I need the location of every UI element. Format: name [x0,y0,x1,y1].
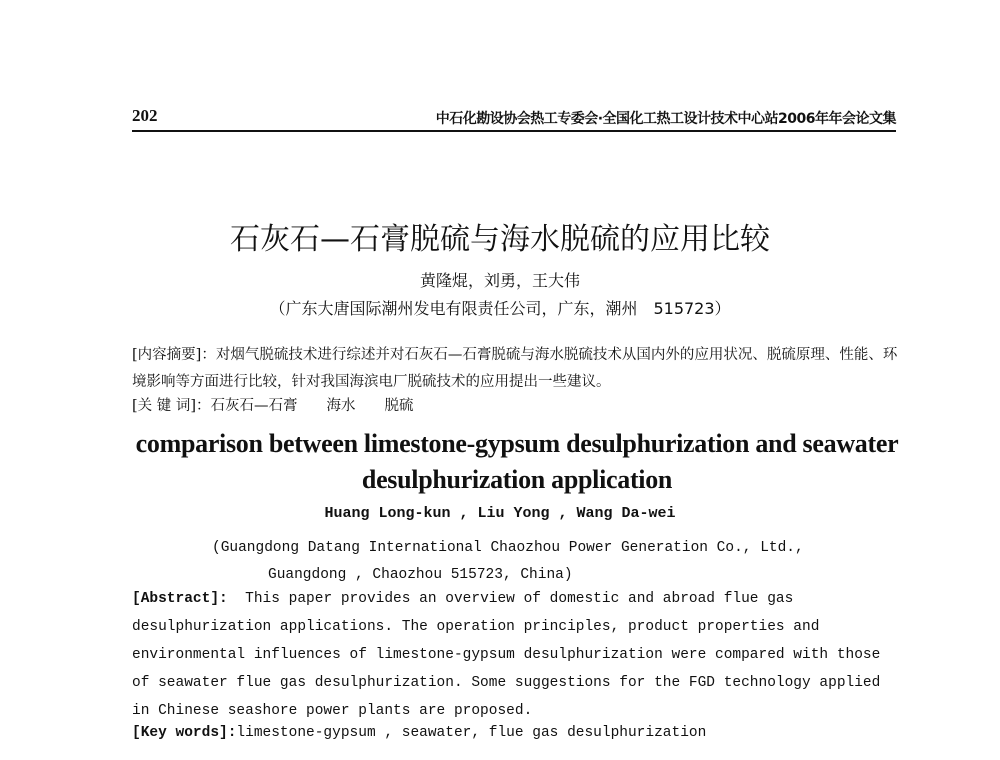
affiliation-en-line1: (Guangdong Datang International Chaozhou Power Generation Co., Ltd., [212,540,804,556]
abstract-en [132,585,902,725]
running-head: 中石化勘设协会热工专委会·全国化工热工设计技术中心站2006年年会论文集 [435,111,896,127]
keywords-en-text: limestone-gypsum , seawater, flue gas desulphurization [236,725,707,741]
affiliation-en [212,535,892,589]
running-header [132,104,896,132]
affiliation-en-line2: Guangdong , Chaozhou 515723, China) [268,567,573,583]
keywords-en [132,725,706,741]
abstract-en-label: [Abstract]: [132,591,228,607]
paper-title-zh: 石灰石—石膏脱硫与海水脱硫的应用比较 [230,222,770,257]
keywords-zh [132,394,414,415]
paper-title-en-line1: comparison between limestone-gypsum desulphurization and seawater [135,429,899,458]
affiliation-zh: （广东大唐国际潮州发电有限责任公司，广东，潮州 515723） [269,299,731,318]
page-number: 202 [132,106,158,125]
keywords-zh-label: [关 键 词]： [132,398,211,414]
paper-title-en [132,426,902,498]
abstract-zh-text: 对烟气脱硫技术进行综述并对石灰石—石膏脱硫与海水脱硫技术从国内外的应用状况、脱硫原理、性能、环境影响等方面进行比较，针对我国海滨电厂脱硫技术的应用提出一些建议。 [132,347,898,390]
paper-title-en-line2: desulphurization application [361,465,673,494]
authors-zh: 黄隆焜，刘勇，王大伟 [419,271,580,290]
abstract-zh-label: [内容摘要]： [132,347,216,363]
authors-en: Huang Long-kun , Liu Yong , Wang Da-wei [324,505,676,522]
keywords-zh-text: 石灰石—石膏 海水 脱硫 [210,398,414,414]
abstract-zh [132,342,900,396]
abstract-en-text: This paper provides an overview of domestic and abroad flue gas desulphurization applications. The operation principles, product properties and environmental influences of limestone-gypsum desulphurization were compared with those of seawater flue gas desulphurization. Some suggestions for the FGD technology applied in Chinese seashore power plants are proposed. [132,591,881,719]
keywords-en-label: [Key words]: [132,725,237,741]
